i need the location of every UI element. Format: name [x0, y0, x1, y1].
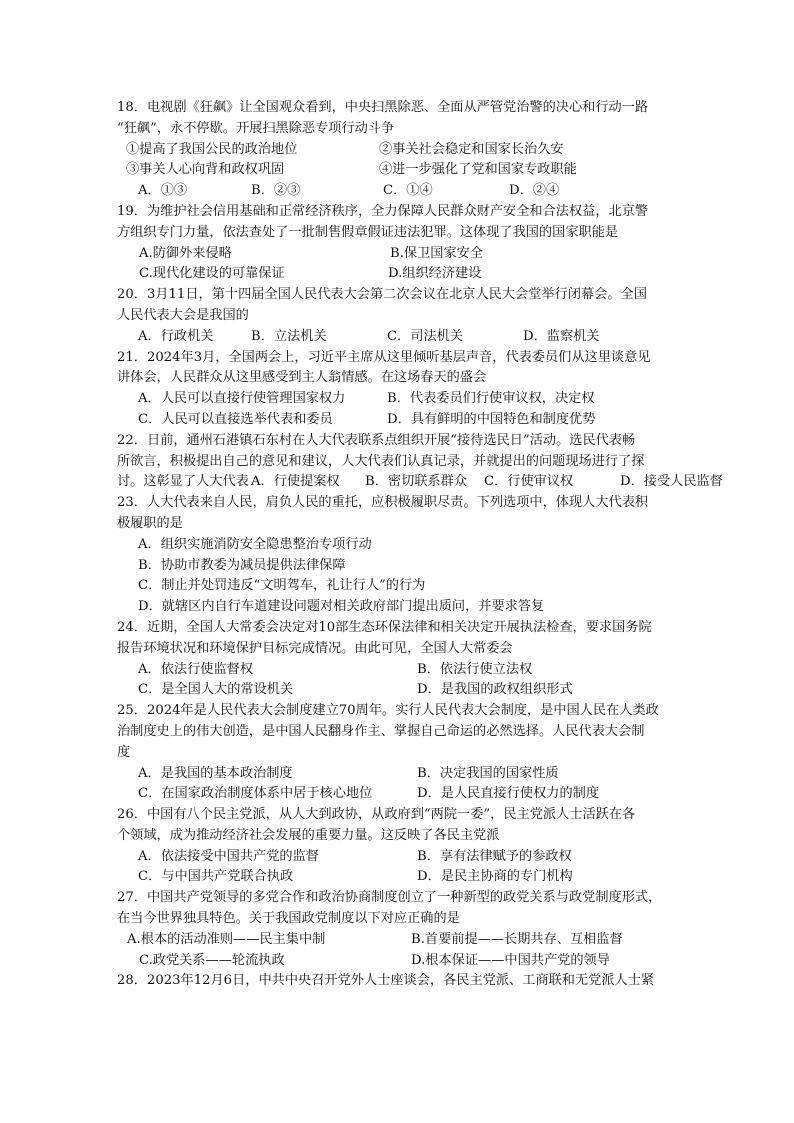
option-c[interactable]: C．人民可以直接选举代表和委员	[138, 411, 333, 427]
question-21-stem-2: 讲体会，人民群众从这里感受到主人翁情感。在这场春天的盛会	[117, 370, 487, 386]
option-c[interactable]: C．与中国共产党联合执政	[138, 869, 294, 885]
question-25-stem-1: 25．2024年是人民代表大会制度建立70周年。实行人民代表大会制度，是中国人民在人类政	[117, 703, 659, 719]
option-d[interactable]: D.组织经济建设	[388, 266, 482, 282]
option-a[interactable]: A．①③	[138, 183, 188, 199]
option-a[interactable]: A．依法接受中国共产党的监督	[138, 848, 319, 864]
question-25-stem-3: 度	[117, 744, 131, 760]
question-27-stem-2: 在当今世界独具特色。关于我国政党制度以下对应正确的是	[117, 911, 460, 927]
question-26-options-row-2	[117, 867, 687, 888]
question-23-option-c	[117, 576, 687, 597]
option-b[interactable]: B.首要前提——长期共存、互相监督	[411, 931, 623, 947]
option-b[interactable]: B．协助市教委为减员提供法律保障	[138, 557, 346, 573]
option-d[interactable]: D．监察机关	[523, 328, 600, 344]
option-c[interactable]: C.政党关系——轮流执政	[139, 952, 285, 968]
question-26-stem-1: 26．中国有八个民主党派，从人大到政协，从政府到“两院一委”，民主党派人士活跃在各	[117, 807, 636, 823]
option-a[interactable]: A．行使提案权	[251, 474, 340, 490]
option-d[interactable]: D．是我国的政权组织形式	[417, 682, 573, 698]
question-21-stem-1: 21．2024年3月，全国两会上，习近平主席从这里倾听基层声音，代表委员们从这里谈意见	[117, 349, 651, 365]
question-18-statements-row-1	[117, 140, 687, 161]
option-d[interactable]: D．就辖区内自行车道建设问题对相关政府部门提出质问，并要求答复	[138, 599, 545, 615]
question-19-options-row-2	[117, 264, 687, 285]
question-24-options-row-1	[117, 660, 687, 681]
option-a[interactable]: A．依法行使监督权	[138, 661, 254, 677]
option-c[interactable]: C．在国家政治制度体系中居于核心地位	[138, 786, 373, 802]
question-23-stem-2: 极履职的是	[117, 515, 183, 531]
option-c[interactable]: C.现代化建设的可靠保证	[139, 266, 285, 282]
question-23-option-b	[117, 556, 687, 577]
statement-1: ①提高了我国公民的政治地位	[126, 141, 298, 157]
option-d[interactable]: D．②④	[509, 183, 560, 199]
option-b[interactable]: B．决定我国的国家性质	[417, 765, 559, 781]
option-b[interactable]: B．②③	[251, 183, 301, 199]
option-b[interactable]: B．代表委员们行使审议权，决定权	[387, 391, 595, 407]
question-22-options	[117, 472, 723, 493]
question-19-stem-1: 19．为维护社会信用基础和正常经济秩序，全力保障人民群众财产安全和合法权益，北京警	[117, 203, 649, 219]
question-22-stem-tail: 讨。这彰显了人大代表	[117, 474, 249, 490]
statement-2: ②事关社会稳定和国家长治久安	[379, 141, 564, 157]
option-b[interactable]: B．依法行使立法权	[417, 661, 533, 677]
question-26-options-row-1	[117, 847, 687, 868]
question-28-stem-1: 28．2023年12月6日，中共中央召开党外人士座谈会，各民主党派、工商联和无党派人士紧	[117, 973, 655, 989]
option-c[interactable]: C．行使审议权	[484, 474, 574, 490]
question-24-stem-1: 24．近期，全国人大常委会决定对10部生态环保法律和相关决定开展执法检查，要求国务院	[117, 619, 652, 635]
option-c[interactable]: C．①④	[383, 183, 433, 199]
question-18-stem-2: “狂飙”，永不停歇。开展扫黑除恶专项行动斗争	[117, 120, 395, 136]
question-21-options-row-1	[117, 389, 687, 410]
option-c[interactable]: C．司法机关	[387, 328, 464, 344]
question-21-options-row-2	[117, 410, 687, 431]
option-a[interactable]: A．是我国的基本政治制度	[138, 765, 293, 781]
question-18-stem-1: 18．电视剧《狂飙》让全国观众看到，中央扫黑除恶、全面从严管党治警的决心和行动一路	[117, 100, 649, 115]
option-d[interactable]: D．是人民直接行使权力的制度	[417, 786, 600, 802]
option-b[interactable]: B．密切联系群众	[365, 474, 468, 490]
question-27-options-row-1	[117, 930, 687, 951]
option-a[interactable]: A．行政机关	[138, 328, 214, 344]
question-24-stem-2: 报告环境状况和环境保护目标完成情况。由此可见，全国人大常委会	[117, 640, 513, 656]
exam-page	[117, 98, 723, 992]
question-18-options	[117, 181, 687, 202]
option-a[interactable]: A.防御外来侵略	[139, 245, 232, 261]
question-27-options-row-2	[117, 951, 687, 972]
question-25-options-row-2	[117, 784, 687, 805]
question-22-stem-1: 22．日前，通州石港镇石东村在人大代表联系点组织开展“接待选民日”活动。选民代表畅	[117, 432, 636, 448]
question-19-stem-2: 方组织专门力量，依法查处了一批制售假章假证违法犯罪。这体现了我国的国家职能是	[117, 224, 619, 240]
option-c[interactable]: C．制止并处罚违反“文明驾车，礼让行人”的行为	[138, 578, 426, 594]
question-23-stem-1: 23．人大代表来自人民，肩负人民的重托，应积极履职尽责。下列选项中，体现人大代表积	[117, 495, 649, 511]
statement-4: ④进一步强化了党和国家专政职能	[379, 162, 577, 178]
option-d[interactable]: D.根本保证——中国共产党的领导	[411, 952, 610, 968]
option-a[interactable]: A．组织实施消防安全隐患整治专项行动	[138, 536, 372, 552]
question-19-options-row-1	[117, 244, 687, 265]
question-24-options-row-2	[117, 680, 687, 701]
option-b[interactable]: B．立法机关	[251, 328, 327, 344]
question-25-stem-2: 治制度史上的伟大创造，是中国人民翻身作主、掌握自己命运的必然选择。人民代表大会制	[117, 723, 645, 739]
option-d[interactable]: D．是民主协商的专门机构	[417, 869, 573, 885]
question-20-stem-2: 人民代表大会是我国的	[117, 307, 249, 323]
question-22-stem-2: 所欲言，积极提出自己的意见和建议，人大代表们认真记录，并就提出的问题现场进行了探	[117, 453, 645, 469]
question-20-options	[117, 327, 687, 348]
option-a[interactable]: A.根本的活动准则——民主集中制	[127, 931, 326, 947]
option-d[interactable]: D．具有鲜明的中国特色和制度优势	[387, 411, 596, 427]
option-b[interactable]: B．享有法律赋予的参政权	[417, 848, 572, 864]
option-c[interactable]: C．是全国人大的常设机关	[138, 682, 294, 698]
question-26-stem-2: 个领域，成为推动经济社会发展的重要力量。这反映了各民主党派	[117, 827, 500, 843]
question-25-options-row-1	[117, 764, 687, 785]
question-27-stem-1: 27．中国共产党领导的多党合作和政治协商制度创立了一种新型的政党关系与政党制度形式，	[117, 890, 662, 906]
option-a[interactable]: A．人民可以直接行使管理国家权力	[138, 391, 346, 407]
option-d[interactable]: D．接受人民监督	[620, 474, 723, 490]
question-18-statements-row-2	[117, 160, 687, 181]
question-23-option-a	[117, 535, 687, 556]
option-b[interactable]: B.保卫国家安全	[390, 245, 484, 261]
statement-3: ③事关人心向背和政权巩固	[126, 162, 285, 178]
question-20-stem-1: 20．3月11日，第十四届全国人民代表大会第二次会议在北京人民大会堂举行闭幕会。全国	[117, 287, 647, 303]
question-23-option-d	[117, 597, 687, 618]
